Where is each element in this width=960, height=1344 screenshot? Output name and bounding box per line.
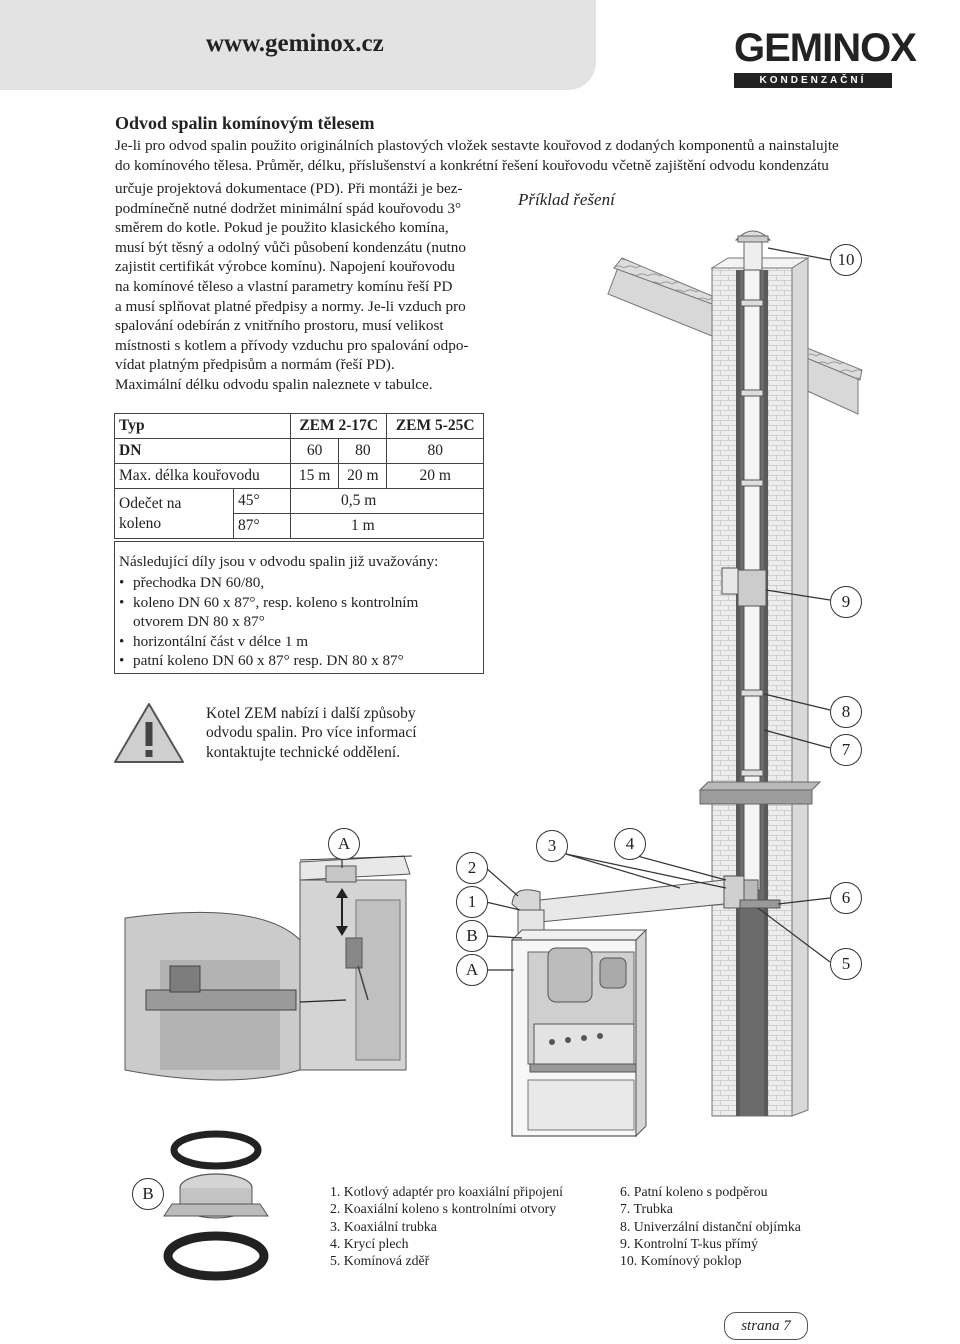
list-item: • patní koleno DN 60 x 87° resp. DN 80 x 87° [119,651,479,670]
callout-a: A [456,954,488,986]
table-cell: 80 [387,439,484,464]
legend-item: 7. Trubka [620,1201,673,1217]
intro-text [115,136,897,175]
body-line: a musí splňovat platné předpisy a normy. Je-li vzduch pro [115,297,466,315]
warning-line: kontaktujte technické oddělení. [206,743,401,761]
table-row [115,414,484,439]
brand-tagline: KONDENZAČNÍ KOTLE [734,73,892,88]
table-row [115,489,484,514]
warning-line: odvodu spalin. Pro více informací [206,724,417,742]
body-line: na komínové těleso a vlastní parametry komínu řeší PD [115,277,453,295]
legend-item: 8. Univerzální distanční objímka [620,1218,801,1234]
callout-3: 3 [536,830,568,862]
legend-item: 1. Kotlový adaptér pro koaxiální připojení [330,1184,563,1199]
row-elbow-label-line: koleno [119,514,162,532]
body-line: místnosti s kotlem a přívody vzduchu pro spalování odpo- [115,336,469,354]
row-elbow-label [115,489,234,539]
callout-7: 7 [830,734,862,766]
row-dn-label: DN [115,439,291,464]
header-zem25: ZEM 5-25C [387,414,484,439]
elbow-45-angle: 45° [234,489,291,514]
warning-line: Kotel ZEM nabízí i další způsoby [206,705,416,722]
callout-b: B [456,920,488,952]
parts-heading: Následující díly jsou v odvodu spalin již uvažovány: [119,553,439,570]
callout-8: 8 [830,696,862,728]
callout-b-detail: B [132,1178,164,1210]
callout-6: 6 [830,882,862,914]
gasket-rings [164,1134,268,1276]
table-cell: 15 m [291,464,339,489]
callout-9: 9 [830,586,862,618]
list-item: • přechodka DN 60/80, [119,573,479,592]
intro-line: Je-li pro odvod spalin použito originálních plastových vložek sestavte kouřovod z dodaných komponentů a nainstalujte [115,137,839,154]
table-cell: 20 m [339,464,387,489]
callout-10: 10 [830,244,862,276]
legend-item: 3. Koaxiální trubka [330,1218,437,1234]
elbow-87-angle: 87° [234,514,291,539]
body-line: vídat platným předpisům a normám (řeší PD). [115,356,395,374]
body-line: musí být těsný a odolný vůči působení kondenzátu (nutno [115,238,466,256]
row-elbow-label-line: Odečet na [119,494,182,512]
table-cell: 60 [291,439,339,464]
legend-item: 6. Patní koleno s podpěrou [620,1184,768,1199]
body-line: určuje projektová dokumentace (PD). Při montáži je bez- [115,180,463,197]
body-line: spalování odebírán z vnitřního prostoru, musí velikost [115,317,444,335]
body-line: podmínečně nutné dodržet minimální spád kouřovodu 3° [115,199,462,217]
detail-frame-top [300,856,412,860]
header-typ: Typ [115,414,291,439]
connection-pipe [512,876,780,936]
elbow-87-value: 1 m [291,514,484,539]
floor-slab [700,782,820,790]
parts-list [119,573,479,670]
chimney-cap [736,231,770,270]
intro-line: do komínového tělesa. Průměr, délku, příslušenství a konkrétní řešení kouřovodu včetně zajištění odvodu kondenzátu [115,156,829,174]
site-url[interactable]: www.geminox.cz [206,30,384,57]
legend-item: 4. Krycí plech [330,1235,409,1251]
table-row [115,439,484,464]
detail-boiler-top [300,856,410,1070]
callout-5: 5 [830,948,862,980]
legend-item: 5. Komínová zděř [330,1253,430,1269]
header-zem17: ZEM 2-17C [291,414,387,439]
chimney-stack [712,258,808,1116]
warning-icon [112,700,186,766]
callout-4: 4 [614,828,646,860]
warning-text [206,704,417,762]
legend-item: 10. Komínový poklop [620,1253,742,1269]
example-label: Příklad řešení [518,190,615,209]
callout-2: 2 [456,852,488,884]
boiler [512,930,646,1136]
row-length-label: Max. délka kouřovodu [115,464,291,489]
list-item-text: koleno DN 60 x 87°, resp. koleno s kontrolním [133,593,419,611]
floor-slab-front [700,790,812,804]
body-text [115,179,487,395]
table-row [115,464,484,489]
detail-clamp-zoom [125,912,346,1080]
legend-item: 2. Koaxiální koleno s kontrolními otvory [330,1201,557,1217]
spec-table [114,413,484,539]
roof-left [608,258,712,336]
brand-logo: GEMINOX [734,26,916,70]
page-number: strana 7 [724,1312,808,1340]
legend-item: 9. Kontrolní T-kus přímý [620,1235,758,1251]
body-line: zajistit certifikát výrobce komínu). Napojení kouřovodu [115,258,455,276]
table-cell: 80 [339,439,387,464]
legend-left [330,1183,563,1269]
body-line: Maximální délku odvodu spalin naleznete v tabulce. [115,375,433,393]
parts-box [114,541,484,674]
callout-a-detail: A [328,828,360,860]
list-item: • horizontální část v délce 1 m [119,632,479,651]
body-line: směrem do kotle. Pokud je použito klasického komína, [115,219,449,237]
roof-right [792,342,862,414]
table-cell: 20 m [387,464,484,489]
flue-pipe [722,270,766,890]
list-item [119,593,479,632]
list-item-text: otvorem DN 80 x 87° [133,613,265,631]
legend-right [620,1183,801,1269]
section-title: Odvod spalin komínovým tělesem [115,113,375,133]
elbow-45-value: 0,5 m [291,489,484,514]
callout-1: 1 [456,886,488,918]
